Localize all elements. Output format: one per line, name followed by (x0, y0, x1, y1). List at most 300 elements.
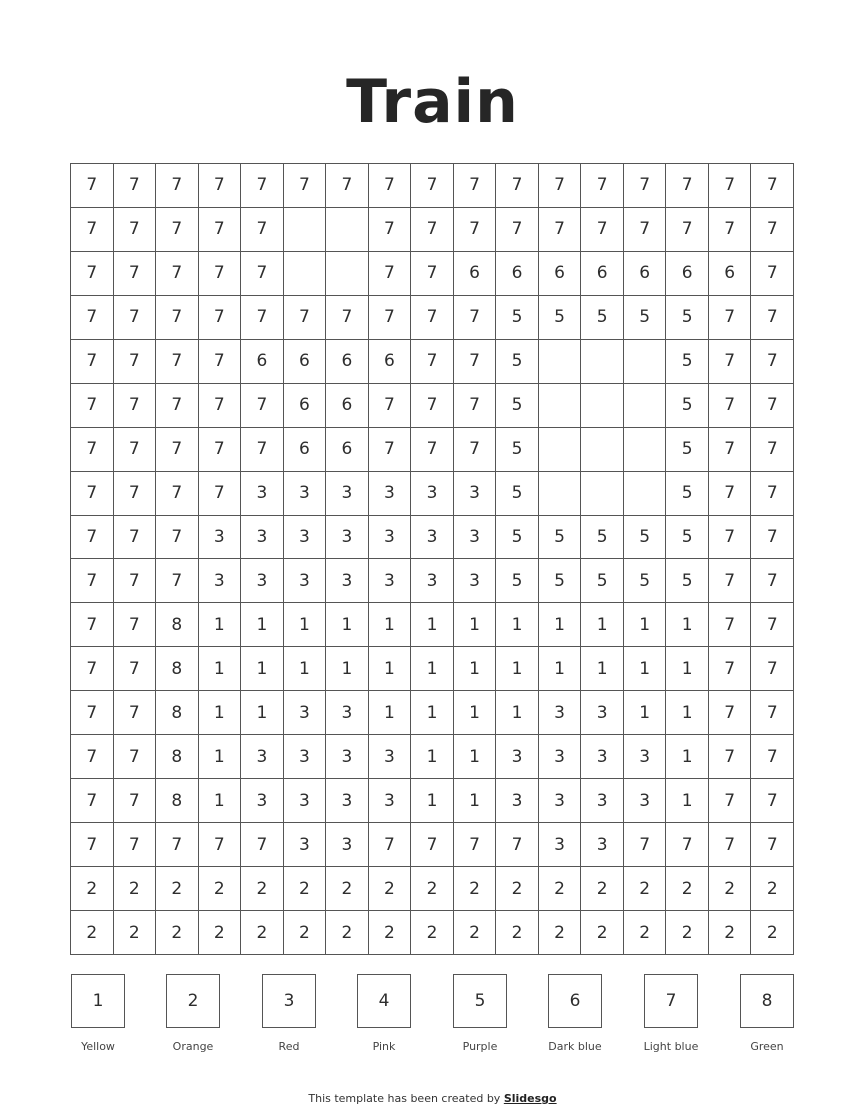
grid-cell[interactable]: 2 (709, 867, 752, 911)
grid-cell[interactable] (539, 384, 582, 428)
grid-cell[interactable]: 2 (156, 911, 199, 955)
grid-cell[interactable]: 2 (539, 867, 582, 911)
grid-cell[interactable]: 1 (496, 603, 539, 647)
grid-cell[interactable] (624, 428, 667, 472)
grid-cell[interactable]: 2 (751, 911, 794, 955)
grid-cell[interactable]: 5 (624, 296, 667, 340)
grid-cell[interactable]: 3 (539, 735, 582, 779)
grid-cell[interactable] (539, 472, 582, 516)
grid-cell[interactable]: 2 (71, 911, 114, 955)
grid-cell[interactable]: 7 (71, 647, 114, 691)
grid-cell[interactable] (326, 252, 369, 296)
grid-cell[interactable]: 3 (624, 735, 667, 779)
grid-cell[interactable]: 1 (411, 647, 454, 691)
grid-cell[interactable]: 3 (326, 691, 369, 735)
grid-cell[interactable] (624, 384, 667, 428)
grid-cell[interactable]: 7 (326, 296, 369, 340)
grid-cell[interactable]: 3 (241, 472, 284, 516)
grid-cell[interactable]: 7 (411, 252, 454, 296)
grid-cell[interactable]: 1 (199, 735, 242, 779)
grid-cell[interactable]: 7 (496, 164, 539, 208)
grid-cell[interactable]: 7 (369, 823, 412, 867)
grid-cell[interactable]: 1 (624, 647, 667, 691)
grid-cell[interactable]: 1 (326, 603, 369, 647)
grid-cell[interactable]: 2 (156, 867, 199, 911)
grid-cell[interactable]: 7 (156, 428, 199, 472)
grid-cell[interactable]: 3 (581, 691, 624, 735)
grid-cell[interactable]: 3 (241, 559, 284, 603)
grid-cell[interactable]: 2 (624, 911, 667, 955)
grid-cell[interactable]: 1 (411, 691, 454, 735)
grid-cell[interactable]: 6 (241, 340, 284, 384)
grid-cell[interactable]: 2 (581, 867, 624, 911)
grid-cell[interactable]: 7 (709, 384, 752, 428)
grid-cell[interactable]: 5 (666, 384, 709, 428)
grid-cell[interactable]: 7 (114, 559, 157, 603)
grid-cell[interactable] (539, 340, 582, 384)
grid-cell[interactable]: 3 (284, 779, 327, 823)
grid-cell[interactable]: 2 (411, 867, 454, 911)
grid-cell[interactable]: 7 (71, 779, 114, 823)
grid-cell[interactable]: 5 (496, 516, 539, 560)
grid-cell[interactable]: 7 (156, 340, 199, 384)
grid-cell[interactable]: 5 (666, 296, 709, 340)
grid-cell[interactable]: 7 (411, 164, 454, 208)
grid-cell[interactable]: 2 (709, 911, 752, 955)
grid-cell[interactable]: 1 (241, 603, 284, 647)
grid-cell[interactable]: 7 (156, 384, 199, 428)
grid-cell[interactable]: 7 (624, 164, 667, 208)
grid-cell[interactable]: 3 (539, 823, 582, 867)
grid-cell[interactable]: 7 (156, 823, 199, 867)
grid-cell[interactable]: 7 (369, 208, 412, 252)
grid-cell[interactable]: 8 (156, 647, 199, 691)
grid-cell[interactable] (624, 472, 667, 516)
grid-cell[interactable]: 7 (751, 252, 794, 296)
grid-cell[interactable]: 3 (369, 516, 412, 560)
grid-cell[interactable]: 7 (71, 735, 114, 779)
grid-cell[interactable]: 3 (454, 516, 497, 560)
grid-cell[interactable]: 2 (624, 867, 667, 911)
grid-cell[interactable]: 1 (666, 647, 709, 691)
grid-cell[interactable]: 3 (326, 559, 369, 603)
grid-cell[interactable]: 7 (114, 603, 157, 647)
grid-cell[interactable]: 1 (624, 603, 667, 647)
grid-cell[interactable]: 7 (156, 559, 199, 603)
grid-cell[interactable]: 1 (369, 647, 412, 691)
grid-cell[interactable]: 2 (411, 911, 454, 955)
grid-cell[interactable]: 7 (411, 296, 454, 340)
grid-cell[interactable]: 7 (411, 384, 454, 428)
grid-cell[interactable] (284, 252, 327, 296)
grid-cell[interactable]: 7 (114, 823, 157, 867)
grid-cell[interactable]: 3 (199, 559, 242, 603)
grid-cell[interactable]: 7 (751, 164, 794, 208)
grid-cell[interactable]: 1 (369, 691, 412, 735)
grid-cell[interactable]: 8 (156, 735, 199, 779)
grid-cell[interactable]: 7 (71, 384, 114, 428)
grid-cell[interactable]: 7 (199, 208, 242, 252)
grid-cell[interactable]: 1 (241, 647, 284, 691)
grid-cell[interactable]: 2 (581, 911, 624, 955)
grid-cell[interactable]: 7 (369, 164, 412, 208)
grid-cell[interactable]: 7 (666, 823, 709, 867)
grid-cell[interactable]: 7 (71, 691, 114, 735)
grid-cell[interactable]: 7 (666, 208, 709, 252)
grid-cell[interactable]: 6 (454, 252, 497, 296)
grid-cell[interactable]: 7 (666, 164, 709, 208)
grid-cell[interactable]: 1 (454, 691, 497, 735)
grid-cell[interactable]: 7 (709, 647, 752, 691)
grid-cell[interactable] (581, 384, 624, 428)
grid-cell[interactable]: 7 (454, 340, 497, 384)
grid-cell[interactable]: 3 (326, 516, 369, 560)
grid-cell[interactable]: 2 (666, 867, 709, 911)
grid-cell[interactable]: 1 (581, 603, 624, 647)
grid-cell[interactable]: 3 (496, 779, 539, 823)
grid-cell[interactable]: 7 (284, 164, 327, 208)
grid-cell[interactable]: 7 (709, 603, 752, 647)
grid-cell[interactable]: 5 (666, 340, 709, 384)
grid-cell[interactable]: 7 (241, 823, 284, 867)
grid-cell[interactable]: 7 (709, 516, 752, 560)
grid-cell[interactable]: 1 (411, 779, 454, 823)
grid-cell[interactable]: 1 (284, 603, 327, 647)
grid-cell[interactable]: 7 (369, 384, 412, 428)
grid-cell[interactable]: 3 (411, 559, 454, 603)
grid-cell[interactable]: 5 (496, 472, 539, 516)
grid-cell[interactable]: 3 (496, 735, 539, 779)
grid-cell[interactable]: 7 (199, 252, 242, 296)
grid-cell[interactable]: 7 (71, 296, 114, 340)
grid-cell[interactable]: 7 (709, 779, 752, 823)
grid-cell[interactable]: 1 (454, 735, 497, 779)
grid-cell[interactable]: 7 (411, 823, 454, 867)
grid-cell[interactable]: 7 (241, 428, 284, 472)
grid-cell[interactable]: 5 (581, 296, 624, 340)
grid-cell[interactable]: 1 (199, 691, 242, 735)
grid-cell[interactable]: 3 (369, 559, 412, 603)
grid-cell[interactable]: 7 (709, 472, 752, 516)
grid-cell[interactable]: 7 (241, 296, 284, 340)
grid-cell[interactable]: 3 (241, 735, 284, 779)
grid-cell[interactable]: 7 (751, 296, 794, 340)
grid-cell[interactable]: 3 (454, 472, 497, 516)
grid-cell[interactable]: 8 (156, 603, 199, 647)
grid-cell[interactable]: 6 (496, 252, 539, 296)
grid-cell[interactable]: 6 (284, 384, 327, 428)
grid-cell[interactable]: 7 (751, 516, 794, 560)
grid-cell[interactable] (539, 428, 582, 472)
grid-cell[interactable]: 2 (326, 867, 369, 911)
grid-cell[interactable]: 2 (114, 911, 157, 955)
grid-cell[interactable]: 7 (199, 340, 242, 384)
grid-cell[interactable]: 7 (114, 647, 157, 691)
grid-cell[interactable]: 7 (709, 428, 752, 472)
grid-cell[interactable]: 7 (709, 735, 752, 779)
grid-cell[interactable]: 7 (71, 208, 114, 252)
grid-cell[interactable]: 7 (241, 252, 284, 296)
grid-cell[interactable]: 7 (454, 428, 497, 472)
grid-cell[interactable]: 1 (454, 647, 497, 691)
grid-cell[interactable]: 5 (496, 428, 539, 472)
grid-cell[interactable]: 7 (114, 516, 157, 560)
grid-cell[interactable]: 7 (751, 779, 794, 823)
grid-cell[interactable]: 3 (411, 516, 454, 560)
grid-cell[interactable]: 3 (326, 472, 369, 516)
grid-cell[interactable]: 2 (496, 911, 539, 955)
grid-cell[interactable]: 2 (199, 867, 242, 911)
grid-cell[interactable]: 1 (581, 647, 624, 691)
grid-cell[interactable]: 2 (241, 911, 284, 955)
grid-cell[interactable]: 7 (114, 208, 157, 252)
grid-cell[interactable]: 7 (114, 252, 157, 296)
grid-cell[interactable]: 7 (454, 164, 497, 208)
grid-cell[interactable]: 7 (156, 208, 199, 252)
grid-cell[interactable]: 7 (71, 164, 114, 208)
grid-cell[interactable]: 7 (709, 164, 752, 208)
grid-cell[interactable]: 7 (454, 296, 497, 340)
grid-cell[interactable]: 1 (241, 691, 284, 735)
grid-cell[interactable]: 7 (114, 296, 157, 340)
grid-cell[interactable] (581, 472, 624, 516)
grid-cell[interactable]: 3 (241, 779, 284, 823)
grid-cell[interactable]: 8 (156, 691, 199, 735)
grid-cell[interactable]: 7 (369, 296, 412, 340)
grid-cell[interactable]: 7 (454, 823, 497, 867)
grid-cell[interactable]: 5 (581, 516, 624, 560)
grid-cell[interactable]: 7 (751, 208, 794, 252)
grid-cell[interactable]: 5 (666, 472, 709, 516)
grid-cell[interactable]: 3 (369, 779, 412, 823)
grid-cell[interactable]: 2 (284, 911, 327, 955)
grid-cell[interactable]: 5 (496, 559, 539, 603)
grid-cell[interactable]: 1 (454, 603, 497, 647)
grid-cell[interactable]: 7 (71, 603, 114, 647)
grid-cell[interactable]: 7 (156, 164, 199, 208)
grid-cell[interactable]: 7 (624, 823, 667, 867)
grid-cell[interactable] (326, 208, 369, 252)
grid-cell[interactable]: 1 (199, 647, 242, 691)
grid-cell[interactable]: 7 (751, 428, 794, 472)
grid-cell[interactable]: 5 (666, 428, 709, 472)
grid-cell[interactable]: 1 (496, 647, 539, 691)
grid-cell[interactable]: 1 (369, 603, 412, 647)
grid-cell[interactable]: 7 (709, 559, 752, 603)
grid-cell[interactable]: 7 (751, 735, 794, 779)
grid-cell[interactable]: 1 (411, 735, 454, 779)
grid-cell[interactable]: 6 (624, 252, 667, 296)
grid-cell[interactable]: 7 (709, 296, 752, 340)
grid-cell[interactable]: 3 (241, 516, 284, 560)
grid-cell[interactable]: 7 (581, 208, 624, 252)
grid-cell[interactable]: 7 (751, 823, 794, 867)
grid-cell[interactable]: 7 (114, 735, 157, 779)
grid-cell[interactable]: 7 (751, 472, 794, 516)
grid-cell[interactable]: 7 (114, 472, 157, 516)
grid-cell[interactable]: 7 (539, 164, 582, 208)
grid-cell[interactable]: 7 (114, 691, 157, 735)
grid-cell[interactable]: 3 (326, 779, 369, 823)
grid-cell[interactable]: 3 (284, 735, 327, 779)
grid-cell[interactable]: 7 (709, 691, 752, 735)
grid-cell[interactable]: 6 (326, 340, 369, 384)
grid-cell[interactable]: 7 (751, 647, 794, 691)
grid-cell[interactable]: 2 (454, 867, 497, 911)
grid-cell[interactable]: 7 (114, 779, 157, 823)
grid-cell[interactable]: 2 (751, 867, 794, 911)
grid-cell[interactable]: 7 (326, 164, 369, 208)
grid-cell[interactable]: 7 (156, 252, 199, 296)
grid-cell[interactable]: 1 (666, 735, 709, 779)
grid-cell[interactable]: 3 (284, 823, 327, 867)
grid-cell[interactable]: 3 (581, 779, 624, 823)
grid-cell[interactable]: 5 (496, 384, 539, 428)
grid-cell[interactable]: 7 (71, 428, 114, 472)
grid-cell[interactable]: 7 (199, 428, 242, 472)
grid-cell[interactable] (284, 208, 327, 252)
grid-cell[interactable]: 2 (199, 911, 242, 955)
grid-cell[interactable]: 3 (454, 559, 497, 603)
grid-cell[interactable]: 7 (156, 516, 199, 560)
grid-cell[interactable]: 7 (454, 208, 497, 252)
grid-cell[interactable]: 2 (71, 867, 114, 911)
grid-cell[interactable]: 7 (411, 428, 454, 472)
grid-cell[interactable]: 3 (326, 823, 369, 867)
slidesgo-link[interactable]: Slidesgo (503, 1092, 557, 1105)
grid-cell[interactable]: 7 (751, 559, 794, 603)
grid-cell[interactable]: 3 (199, 516, 242, 560)
grid-cell[interactable]: 6 (539, 252, 582, 296)
grid-cell[interactable]: 6 (709, 252, 752, 296)
grid-cell[interactable]: 7 (71, 516, 114, 560)
grid-cell[interactable]: 7 (241, 384, 284, 428)
grid-cell[interactable]: 7 (199, 472, 242, 516)
grid-cell[interactable]: 1 (539, 603, 582, 647)
grid-cell[interactable]: 7 (156, 472, 199, 516)
grid-cell[interactable]: 3 (411, 472, 454, 516)
grid-cell[interactable]: 7 (114, 428, 157, 472)
grid-cell[interactable]: 5 (539, 559, 582, 603)
grid-cell[interactable]: 3 (624, 779, 667, 823)
grid-cell[interactable]: 5 (624, 516, 667, 560)
grid-cell[interactable]: 1 (666, 603, 709, 647)
grid-cell[interactable]: 1 (411, 603, 454, 647)
grid-cell[interactable]: 7 (369, 428, 412, 472)
grid-cell[interactable]: 5 (581, 559, 624, 603)
grid-cell[interactable]: 5 (666, 516, 709, 560)
grid-cell[interactable]: 7 (71, 472, 114, 516)
grid-cell[interactable]: 2 (454, 911, 497, 955)
grid-cell[interactable]: 3 (539, 779, 582, 823)
grid-cell[interactable]: 1 (284, 647, 327, 691)
grid-cell[interactable]: 7 (411, 208, 454, 252)
grid-cell[interactable]: 6 (581, 252, 624, 296)
grid-cell[interactable]: 6 (666, 252, 709, 296)
grid-cell[interactable]: 3 (539, 691, 582, 735)
grid-cell[interactable]: 7 (114, 164, 157, 208)
grid-cell[interactable]: 7 (241, 208, 284, 252)
grid-cell[interactable]: 2 (284, 867, 327, 911)
grid-cell[interactable]: 1 (454, 779, 497, 823)
grid-cell[interactable]: 7 (751, 340, 794, 384)
grid-cell[interactable]: 7 (199, 296, 242, 340)
grid-cell[interactable]: 7 (199, 823, 242, 867)
grid-cell[interactable]: 5 (539, 516, 582, 560)
grid-cell[interactable]: 7 (709, 340, 752, 384)
grid-cell[interactable]: 6 (326, 428, 369, 472)
grid-cell[interactable]: 1 (624, 691, 667, 735)
grid-cell[interactable] (624, 340, 667, 384)
grid-cell[interactable]: 7 (284, 296, 327, 340)
grid-cell[interactable]: 7 (71, 823, 114, 867)
grid-cell[interactable]: 6 (284, 340, 327, 384)
grid-cell[interactable]: 7 (71, 559, 114, 603)
grid-cell[interactable]: 5 (496, 296, 539, 340)
grid-cell[interactable]: 7 (114, 340, 157, 384)
grid-cell[interactable]: 3 (284, 559, 327, 603)
grid-cell[interactable]: 7 (581, 164, 624, 208)
grid-cell[interactable]: 7 (454, 384, 497, 428)
grid-cell[interactable]: 1 (666, 779, 709, 823)
grid-cell[interactable]: 7 (369, 252, 412, 296)
grid-cell[interactable]: 1 (496, 691, 539, 735)
grid-cell[interactable]: 6 (284, 428, 327, 472)
grid-cell[interactable]: 7 (199, 384, 242, 428)
grid-cell[interactable]: 6 (326, 384, 369, 428)
grid-cell[interactable]: 7 (411, 340, 454, 384)
grid-cell[interactable] (581, 340, 624, 384)
grid-cell[interactable]: 2 (326, 911, 369, 955)
grid-cell[interactable]: 1 (539, 647, 582, 691)
grid-cell[interactable]: 7 (709, 823, 752, 867)
grid-cell[interactable]: 7 (114, 384, 157, 428)
grid-cell[interactable]: 2 (114, 867, 157, 911)
grid-cell[interactable]: 7 (539, 208, 582, 252)
grid-cell[interactable]: 7 (624, 208, 667, 252)
grid-cell[interactable]: 7 (751, 603, 794, 647)
grid-cell[interactable]: 7 (199, 164, 242, 208)
grid-cell[interactable]: 5 (496, 340, 539, 384)
grid-cell[interactable]: 5 (624, 559, 667, 603)
grid-cell[interactable]: 2 (369, 911, 412, 955)
grid-cell[interactable]: 2 (369, 867, 412, 911)
grid-cell[interactable]: 7 (71, 252, 114, 296)
grid-cell[interactable] (581, 428, 624, 472)
grid-cell[interactable]: 7 (751, 384, 794, 428)
grid-cell[interactable]: 3 (581, 823, 624, 867)
grid-cell[interactable]: 3 (326, 735, 369, 779)
grid-cell[interactable]: 7 (496, 208, 539, 252)
grid-cell[interactable]: 7 (751, 691, 794, 735)
grid-cell[interactable]: 8 (156, 779, 199, 823)
grid-cell[interactable]: 7 (709, 208, 752, 252)
grid-cell[interactable]: 7 (71, 340, 114, 384)
grid-cell[interactable]: 1 (666, 691, 709, 735)
grid-cell[interactable]: 3 (369, 735, 412, 779)
grid-cell[interactable]: 2 (496, 867, 539, 911)
grid-cell[interactable]: 7 (241, 164, 284, 208)
grid-cell[interactable]: 3 (369, 472, 412, 516)
grid-cell[interactable]: 3 (284, 472, 327, 516)
grid-cell[interactable]: 1 (199, 779, 242, 823)
grid-cell[interactable]: 7 (496, 823, 539, 867)
grid-cell[interactable]: 2 (666, 911, 709, 955)
grid-cell[interactable]: 1 (199, 603, 242, 647)
grid-cell[interactable]: 3 (284, 516, 327, 560)
grid-cell[interactable]: 5 (539, 296, 582, 340)
grid-cell[interactable]: 5 (666, 559, 709, 603)
